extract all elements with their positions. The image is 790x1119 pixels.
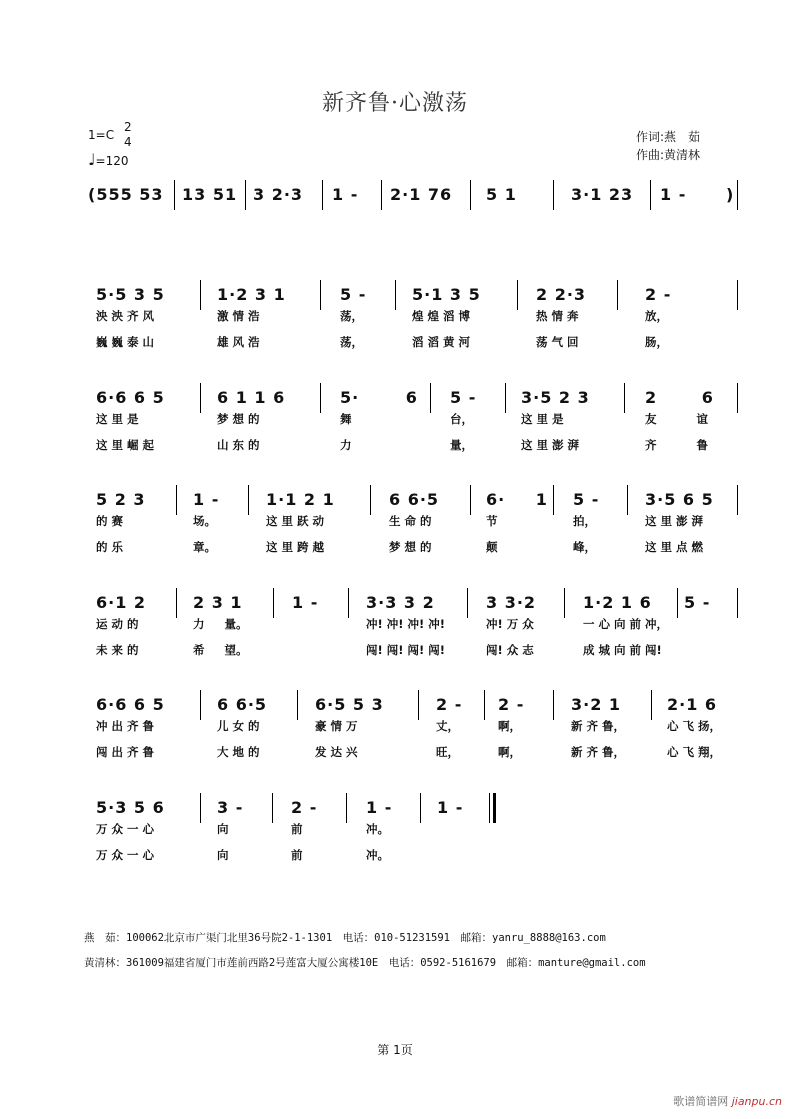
lyric-verse-2: 肠， bbox=[645, 335, 668, 349]
barline bbox=[200, 690, 201, 720]
barline bbox=[470, 180, 471, 210]
measure: 6 6·5 bbox=[389, 490, 440, 509]
barline bbox=[174, 180, 175, 210]
lyric-verse-2: 这 里 跨 越 bbox=[266, 540, 325, 554]
music-system-5 bbox=[0, 690, 790, 770]
tempo-marking bbox=[88, 150, 129, 169]
lyric-verse-1: 啊， bbox=[498, 719, 521, 733]
lyric-verse-1: 舞 bbox=[340, 412, 352, 426]
intro-measure: ) bbox=[726, 185, 735, 204]
measure: 6·6 6 5 bbox=[96, 695, 165, 714]
intro-measure: 3 2·3 bbox=[253, 185, 304, 204]
measure: 5·3 5 6 bbox=[96, 798, 165, 817]
barline bbox=[627, 485, 628, 515]
lyric-verse-1: 煌 煌 滔 博 bbox=[412, 309, 471, 323]
composer-credit: 作曲:黄清林 bbox=[636, 148, 701, 162]
lyric-verse-2: 梦 想 的 bbox=[389, 540, 432, 554]
lyric-verse-1: 热 情 奔 bbox=[536, 309, 579, 323]
barline bbox=[737, 280, 738, 310]
footer-contact-composer: 黄清林：361009福建省厦门市莲前西路2号莲富大厦公寓楼10E 电话：0592-5161679 邮箱：manture@gmail.com bbox=[84, 957, 646, 969]
measure: 2 - bbox=[645, 285, 672, 304]
measure: 2 2·3 bbox=[536, 285, 587, 304]
lyric-verse-1: 这 里 是 bbox=[521, 412, 564, 426]
lyric-verse-2: 心 飞 翔， bbox=[667, 745, 722, 759]
watermark bbox=[673, 1093, 782, 1109]
barline bbox=[564, 588, 565, 618]
measure: 2 3 1 bbox=[193, 593, 243, 612]
watermark-site: 歌谱简谱网 bbox=[673, 1095, 729, 1108]
lyric-verse-1: 泱 泱 齐 风 bbox=[96, 309, 155, 323]
lyric-verse-1: 前 bbox=[291, 822, 303, 836]
barline bbox=[624, 383, 625, 413]
measure: 2 - bbox=[498, 695, 525, 714]
lyric-verse-2: 力 bbox=[340, 438, 352, 452]
lyric-verse-2: 啊， bbox=[498, 745, 521, 759]
lyric-verse-2: 旺， bbox=[436, 745, 459, 759]
barline bbox=[517, 280, 518, 310]
lyric-verse-1: 这 里 是 bbox=[96, 412, 139, 426]
barline bbox=[248, 485, 249, 515]
lyric-verse-2: 大 地 的 bbox=[217, 745, 260, 759]
measure: 5·5 3 5 bbox=[96, 285, 165, 304]
lyric-verse-2: 向 bbox=[217, 848, 229, 862]
lyric-verse-2: 发 达 兴 bbox=[315, 745, 358, 759]
key-signature bbox=[88, 128, 114, 142]
lyric-verse-1: 生 命 的 bbox=[389, 514, 432, 528]
lyric-verse-2: 章。 bbox=[193, 540, 216, 554]
barline bbox=[272, 793, 273, 823]
lyric-verse-2: 前 bbox=[291, 848, 303, 862]
measure: 6· 1 bbox=[486, 490, 548, 509]
lyric-verse-1: 万 众 一 心 bbox=[96, 822, 155, 836]
lyric-verse-2: 山 东 的 bbox=[217, 438, 260, 452]
music-system-1 bbox=[0, 280, 790, 360]
measure: 3·5 6 5 bbox=[645, 490, 714, 509]
lyric-verse-2: 闯 出 齐 鲁 bbox=[96, 745, 155, 759]
music-system-2 bbox=[0, 383, 790, 463]
barline bbox=[737, 588, 738, 618]
lyric-verse-1: 这 里 跃 动 bbox=[266, 514, 325, 528]
lyric-verse-1: 运 动 的 bbox=[96, 617, 139, 631]
barline bbox=[470, 485, 471, 515]
barline bbox=[245, 180, 246, 210]
lyric-verse-2: 这 里 点 燃 bbox=[645, 540, 704, 554]
lyric-verse-1: 一 心 向 前 冲， bbox=[583, 617, 669, 631]
lyric-verse-2: 荡 气 回 bbox=[536, 335, 579, 349]
barline bbox=[322, 180, 323, 210]
barline bbox=[200, 793, 201, 823]
music-system-4 bbox=[0, 588, 790, 668]
lyric-verse-1: 节 bbox=[486, 514, 498, 528]
barline bbox=[650, 180, 651, 210]
lyric-verse-1: 友 谊 bbox=[645, 412, 709, 426]
barline bbox=[395, 280, 396, 310]
barline bbox=[553, 180, 554, 210]
lyric-verse-2: 冲。 bbox=[366, 848, 389, 862]
intro-measure: (555 53 bbox=[88, 185, 164, 204]
measure: 5·1 3 5 bbox=[412, 285, 481, 304]
lyric-verse-1: 荡， bbox=[340, 309, 363, 323]
measure: 3·3 3 2 bbox=[366, 593, 435, 612]
lyric-verse-1: 心 飞 扬， bbox=[667, 719, 722, 733]
lyric-verse-1: 豪 情 万 bbox=[315, 719, 358, 733]
barline bbox=[553, 690, 554, 720]
lyric-verse-1: 儿 女 的 bbox=[217, 719, 260, 733]
lyric-verse-1: 放， bbox=[645, 309, 668, 323]
lyric-verse-2: 成 城 向 前 闯! bbox=[583, 643, 662, 657]
measure: 6·5 5 3 bbox=[315, 695, 384, 714]
key-label: 1=C bbox=[88, 128, 115, 142]
measure: 6·1 2 bbox=[96, 593, 147, 612]
barline bbox=[430, 383, 431, 413]
measure: 3 - bbox=[217, 798, 244, 817]
lyric-verse-1: 冲 出 齐 鲁 bbox=[96, 719, 155, 733]
measure: 1·2 3 1 bbox=[217, 285, 286, 304]
lyric-verse-1: 这 里 澎 湃 bbox=[645, 514, 704, 528]
barline bbox=[200, 280, 201, 310]
barline bbox=[381, 180, 382, 210]
lyric-verse-2: 荡， bbox=[340, 335, 363, 349]
lyric-verse-1: 冲! 冲! 冲! 冲! bbox=[366, 617, 445, 631]
barline bbox=[737, 383, 738, 413]
barline bbox=[176, 485, 177, 515]
barline bbox=[553, 485, 554, 515]
lyric-verse-1: 台， bbox=[450, 412, 473, 426]
quarter-note-icon: ♩ bbox=[88, 150, 96, 169]
barline bbox=[737, 180, 738, 210]
measure: 5 - bbox=[340, 285, 367, 304]
page-title: 新齐鲁·心激荡 bbox=[322, 91, 468, 116]
measure: 1 - bbox=[193, 490, 220, 509]
lyric-verse-2: 颠 bbox=[486, 540, 498, 554]
measure: 5 2 3 bbox=[96, 490, 146, 509]
barline bbox=[505, 383, 506, 413]
intro-measure: 1 - bbox=[332, 185, 359, 204]
intro-measure: 13 51 bbox=[182, 185, 238, 204]
lyric-verse-2: 这 里 崛 起 bbox=[96, 438, 155, 452]
barline bbox=[273, 588, 274, 618]
barline bbox=[418, 690, 419, 720]
measure: 3·5 2 3 bbox=[521, 388, 590, 407]
lyricist-credit: 作词:燕 茹 bbox=[636, 130, 701, 144]
time-signature bbox=[124, 120, 132, 150]
lyric-verse-1: 新 齐 鲁， bbox=[571, 719, 626, 733]
time-top: 2 bbox=[124, 120, 132, 134]
lyric-verse-2: 未 来 的 bbox=[96, 643, 139, 657]
final-barline-thick bbox=[493, 793, 496, 823]
measure: 1 - bbox=[437, 798, 464, 817]
lyric-verse-2: 希 望。 bbox=[193, 643, 248, 657]
measure: 5 - bbox=[684, 593, 711, 612]
final-barline bbox=[489, 793, 490, 823]
tempo-label: =120 bbox=[95, 154, 129, 168]
measure: 3·2 1 bbox=[571, 695, 622, 714]
barline bbox=[737, 485, 738, 515]
measure: 2 - bbox=[291, 798, 318, 817]
lyric-verse-2: 量， bbox=[450, 438, 473, 452]
lyric-verse-1: 梦 想 的 bbox=[217, 412, 260, 426]
lyric-verse-1: 场。 bbox=[193, 514, 216, 528]
barline bbox=[617, 280, 618, 310]
intro-measure: 5 1 bbox=[486, 185, 517, 204]
barline bbox=[651, 690, 652, 720]
lyric-verse-2: 新 齐 鲁， bbox=[571, 745, 626, 759]
barline bbox=[346, 793, 347, 823]
measure: 3 3·2 bbox=[486, 593, 537, 612]
lyric-verse-2: 闯! 闯! 闯! 闯! bbox=[366, 643, 445, 657]
page-number: 第 1页 bbox=[377, 1043, 413, 1057]
measure: 6 1 1 6 bbox=[217, 388, 286, 407]
measure: 2·1 6 bbox=[667, 695, 718, 714]
measure: 2 6 bbox=[645, 388, 714, 407]
barline bbox=[320, 383, 321, 413]
time-bottom: 4 bbox=[124, 135, 132, 149]
lyric-verse-2: 的 乐 bbox=[96, 540, 124, 554]
intro-system bbox=[0, 180, 790, 214]
lyric-verse-2: 齐 鲁 bbox=[645, 438, 709, 452]
lyric-verse-1: 冲。 bbox=[366, 822, 389, 836]
music-system-6 bbox=[0, 793, 790, 873]
measure: 6·6 6 5 bbox=[96, 388, 165, 407]
lyric-verse-1: 丈， bbox=[436, 719, 459, 733]
measure: 2 - bbox=[436, 695, 463, 714]
watermark-url: jianpu.cn bbox=[731, 1095, 782, 1108]
lyric-verse-1: 的 赛 bbox=[96, 514, 124, 528]
lyric-verse-2: 峰， bbox=[573, 540, 596, 554]
footer-contact-lyricist: 燕 茹：100062北京市广渠门北里36号院2-1-1301 电话：010-51231591 邮箱：yanru_8888@163.com bbox=[84, 932, 606, 944]
music-system-3 bbox=[0, 485, 790, 565]
lyric-verse-1: 力 量。 bbox=[193, 617, 248, 631]
measure: 6 6·5 bbox=[217, 695, 268, 714]
lyric-verse-1: 激 情 浩 bbox=[217, 309, 260, 323]
lyric-verse-2: 巍 巍 泰 山 bbox=[96, 335, 155, 349]
barline bbox=[370, 485, 371, 515]
barline bbox=[348, 588, 349, 618]
intro-measure: 2·1 76 bbox=[390, 185, 453, 204]
lyric-verse-2: 万 众 一 心 bbox=[96, 848, 155, 862]
barline bbox=[200, 383, 201, 413]
lyric-verse-1: 冲! 万 众 bbox=[486, 617, 534, 631]
intro-measure: 1 - bbox=[660, 185, 687, 204]
measure: 1·2 1 6 bbox=[583, 593, 652, 612]
barline bbox=[467, 588, 468, 618]
lyric-verse-1: 向 bbox=[217, 822, 229, 836]
barline bbox=[420, 793, 421, 823]
barline bbox=[677, 588, 678, 618]
measure: 5· 6 bbox=[340, 388, 418, 407]
measure: 1·1 2 1 bbox=[266, 490, 335, 509]
lyric-verse-2: 滔 滔 黄 河 bbox=[412, 335, 471, 349]
lyric-verse-2: 雄 风 浩 bbox=[217, 335, 260, 349]
lyric-verse-2: 这 里 澎 湃 bbox=[521, 438, 580, 452]
barline bbox=[484, 690, 485, 720]
barline bbox=[176, 588, 177, 618]
measure: 1 - bbox=[292, 593, 319, 612]
measure: 1 - bbox=[366, 798, 393, 817]
barline bbox=[297, 690, 298, 720]
lyric-verse-2: 闯! 众 志 bbox=[486, 643, 534, 657]
intro-measure: 3·1 23 bbox=[571, 185, 634, 204]
measure: 5 - bbox=[573, 490, 600, 509]
measure: 5 - bbox=[450, 388, 477, 407]
lyric-verse-1: 拍， bbox=[573, 514, 596, 528]
barline bbox=[320, 280, 321, 310]
